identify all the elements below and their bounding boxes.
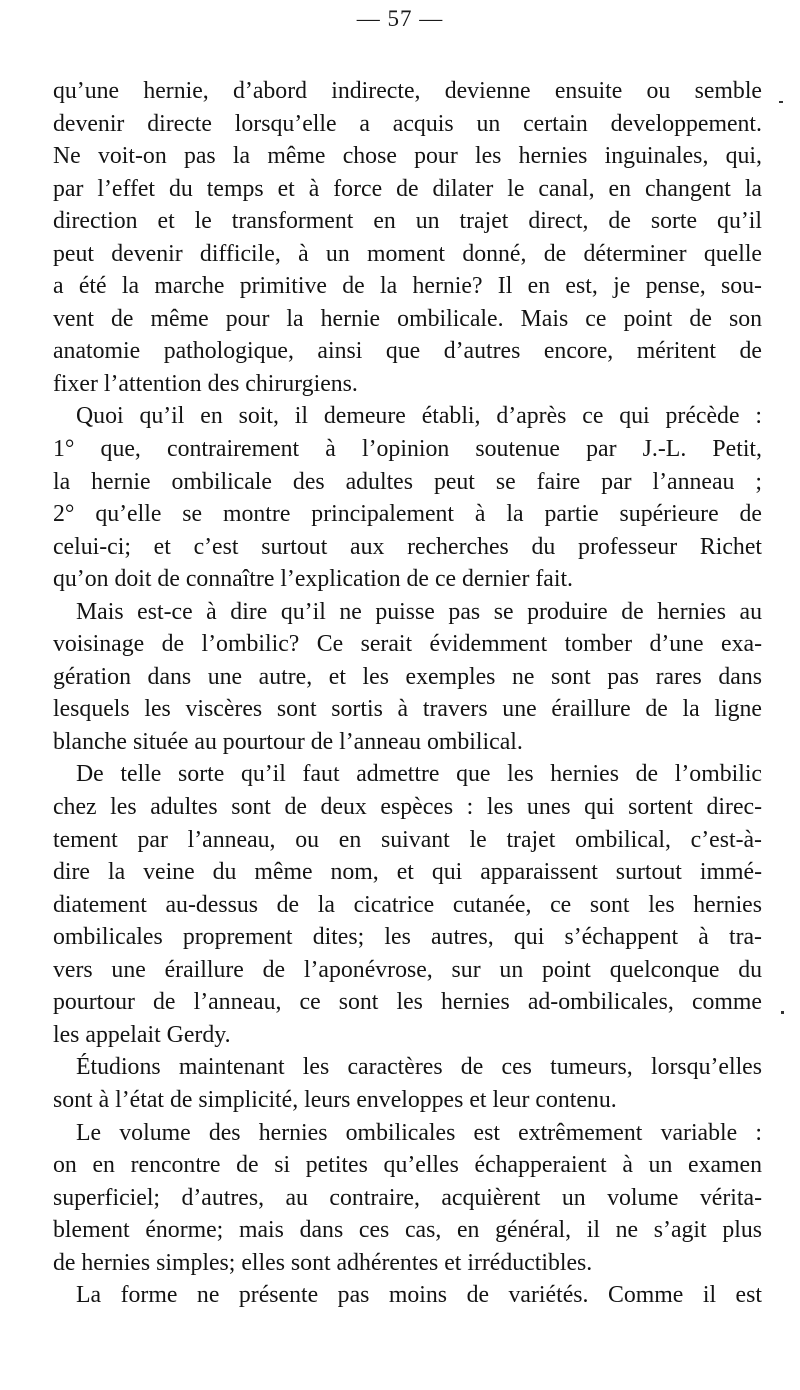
text-line: par l’effet du temps et à force de dilater le canal, en changent la <box>53 175 762 202</box>
text-line: on en rencontre de si petites qu’elles échapperaient à un examen <box>53 1152 762 1179</box>
text-line: peut devenir difficile, à un moment donné, de déterminer quelle <box>53 240 762 267</box>
body-text <box>53 75 762 1312</box>
text-line: direction et le transforment en un trajet direct, de sorte qu’il <box>53 208 762 235</box>
paragraph <box>53 1051 762 1116</box>
paragraph <box>53 1279 762 1312</box>
text-line: dire la veine du même nom, et qui apparaissent surtout immé- <box>53 859 762 886</box>
paragraph <box>53 400 762 595</box>
text-line: les appelait Gerdy. <box>53 1021 231 1048</box>
margin-mark <box>779 101 783 103</box>
text-line: Quoi qu’il en soit, il demeure établi, d’après ce qui précède : <box>76 403 762 430</box>
text-line: De telle sorte qu’il faut admettre que les hernies de l’ombilic <box>76 761 762 788</box>
page-number: — 57 — <box>356 6 444 31</box>
text-line: la hernie ombilicale des adultes peut se faire par l’anneau ; <box>53 468 762 495</box>
paragraph <box>53 758 762 1051</box>
text-line: lesquels les viscères sont sortis à travers une éraillure de la ligne <box>53 696 762 723</box>
text-line: ombilicales proprement dites; les autres, qui s’échappent à tra- <box>53 924 762 951</box>
text-line: vent de même pour la hernie ombilicale. Mais ce point de son <box>53 305 762 332</box>
text-line: diatement au-dessus de la cicatrice cutanée, ce sont les hernies <box>53 891 762 918</box>
text-line: sont à l’état de simplicité, leurs enveloppes et leur contenu. <box>53 1086 617 1113</box>
text-line: vers une éraillure de l’aponévrose, sur un point quelconque du <box>53 956 762 983</box>
text-line: blanche située au pourtour de l’anneau ombilical. <box>53 728 523 755</box>
text-line: qu’une hernie, d’abord indirecte, devienne ensuite ou semble <box>53 78 762 104</box>
text-line: tement par l’anneau, ou en suivant le trajet ombilical, c’est-à- <box>53 826 762 853</box>
text-line: Le volume des hernies ombilicales est extrêmement variable : <box>76 1119 762 1146</box>
text-line: superficiel; d’autres, au contraire, acquièrent un volume vérita- <box>53 1184 762 1211</box>
text-line: pourtour de l’anneau, ce sont les hernies ad-ombilicales, comme <box>53 989 762 1016</box>
text-line: 1° que, contrairement à l’opinion soutenue par J.-L. Petit, <box>53 436 762 463</box>
text-line: 2° qu’elle se montre principalement à la partie supérieure de <box>53 501 762 528</box>
paragraph <box>53 75 762 400</box>
text-line: La forme ne présente pas moins de variétés. Comme il est <box>76 1282 762 1309</box>
text-line: devenir directe lorsqu’elle a acquis un certain developpement. <box>53 110 762 137</box>
text-line: Mais est-ce à dire qu’il ne puisse pas se produire de hernies au <box>76 598 762 625</box>
text-line: Ne voit-on pas la même chose pour les hernies inguinales, qui, <box>53 143 762 170</box>
text-line: blement énorme; mais dans ces cas, en général, il ne s’agit plus <box>53 1217 762 1244</box>
margin-mark <box>781 1011 784 1014</box>
text-line: voisinage de l’ombilic? Ce serait évidemment tomber d’une exa- <box>53 631 762 658</box>
text-line: anatomie pathologique, ainsi que d’autres encore, méritent de <box>53 338 762 365</box>
text-line: chez les adultes sont de deux espèces : les unes qui sortent direc- <box>53 794 762 821</box>
text-line: fixer l’attention des chirurgiens. <box>53 370 358 397</box>
text-line: gération dans une autre, et les exemples ne sont pas rares dans <box>53 663 762 690</box>
text-line: a été la marche primitive de la hernie? Il en est, je pense, sou- <box>53 273 762 300</box>
text-line: qu’on doit de connaître l’explication de ce dernier fait. <box>53 566 574 593</box>
text-line: Étudions maintenant les caractères de ces tumeurs, lorsqu’elles <box>76 1054 762 1081</box>
paragraph <box>53 1117 762 1280</box>
text-line: de hernies simples; elles sont adhérentes et irréductibles. <box>53 1249 593 1276</box>
text-line: celui-ci; et c’est surtout aux recherches du professeur Richet <box>53 533 762 560</box>
paragraph <box>53 596 762 759</box>
